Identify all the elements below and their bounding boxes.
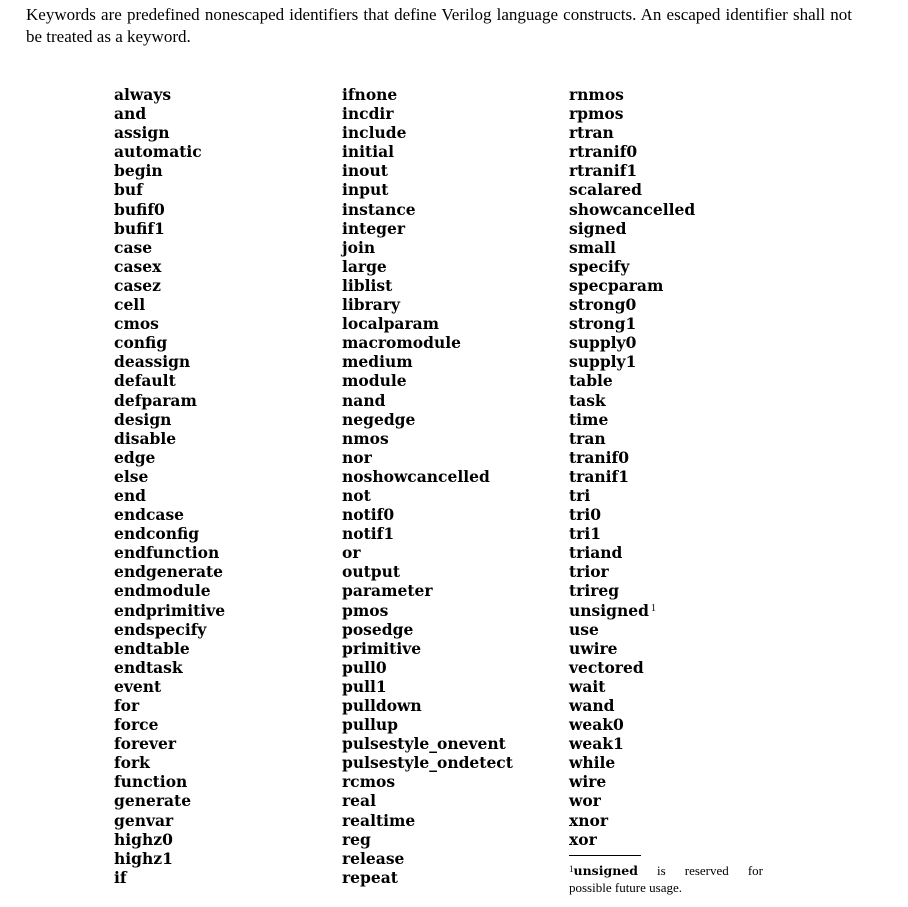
keyword-item [342,639,513,658]
keyword-text: pulsestyle_onevent [342,734,506,754]
keyword-text: wor [569,791,601,811]
keyword-text: fork [114,753,150,773]
keyword-text: rtran [569,123,614,143]
keyword-item [342,524,513,543]
footnote-reference: 1 [650,602,656,614]
keyword-text: rpmos [569,104,624,124]
keyword-item [342,123,513,142]
keyword-item [569,753,695,772]
keyword-item [342,581,513,600]
keyword-text: begin [114,161,163,181]
keyword-item [569,238,695,257]
keyword-item [342,276,513,295]
keyword-text: macromodule [342,333,461,353]
keyword-text: end [114,485,146,505]
keyword-item [114,448,225,467]
keyword-text: endfunction [114,543,220,563]
keyword-text: rtranif1 [569,161,638,181]
keyword-text: module [342,371,407,391]
keyword-item [342,314,513,333]
keyword-item [342,601,513,620]
keyword-text: supply0 [569,333,637,353]
keyword-item [114,219,225,238]
keyword-item [114,123,225,142]
keyword-text: cell [114,295,146,315]
keyword-item [342,849,513,868]
keyword-text: genvar [114,810,174,830]
keyword-item [342,333,513,352]
footnote-line-1 [569,862,763,879]
keyword-text: inout [342,161,388,181]
keyword-item [342,753,513,772]
keyword-item [342,696,513,715]
keyword-item [342,562,513,581]
keyword-text: not [342,485,371,505]
keyword-item [114,180,225,199]
keyword-text: endspecify [114,619,207,639]
keyword-text: wait [569,676,606,696]
footnote-line-2: possible future usage. [569,880,683,895]
keyword-text: output [342,562,401,582]
keyword-item [114,868,225,887]
keyword-item [569,448,695,467]
keyword-item [342,467,513,486]
keyword-item [114,658,225,677]
keyword-text: design [114,409,172,429]
keyword-item [342,486,513,505]
keyword-item [114,581,225,600]
keyword-text: defparam [114,390,197,410]
keyword-item [569,371,695,390]
keyword-item [569,161,695,180]
keyword-text: input [342,180,389,200]
keyword-item [342,85,513,104]
keyword-item [569,658,695,677]
keyword-item [569,295,695,314]
keyword-text: realtime [342,810,416,830]
keyword-item [569,276,695,295]
footnote-word: for [747,863,763,878]
keyword-item [569,505,695,524]
keyword-text: library [342,295,400,315]
keyword-text: use [569,619,599,639]
keyword-item [569,180,695,199]
keyword-item [569,257,695,276]
keyword-item [569,314,695,333]
keyword-item [114,161,225,180]
keyword-text: endmodule [114,581,211,601]
keyword-text: rcmos [342,772,396,792]
keyword-text: tranif1 [569,466,629,486]
keyword-text: pullup [342,715,398,735]
keyword-item [114,601,225,620]
keyword-column-1 [114,85,225,887]
keyword-item [342,238,513,257]
keyword-item [114,314,225,333]
keyword-text: highz0 [114,829,173,849]
keyword-item [342,620,513,639]
keyword-item [114,696,225,715]
keyword-text: incdir [342,104,394,124]
keyword-item [114,849,225,868]
keyword-text: tri [569,485,591,505]
keyword-text: buf [114,180,143,200]
keyword-item [569,543,695,562]
keyword-text: reg [342,829,371,849]
keyword-text: real [342,791,376,811]
keyword-text: unsigned [569,600,649,620]
keyword-text: or [342,543,361,563]
keyword-text: release [342,848,405,868]
keyword-text: integer [342,218,406,238]
keyword-item [114,772,225,791]
keyword-item [114,620,225,639]
keyword-text: deassign [114,352,191,372]
keyword-item [114,639,225,658]
keyword-text: notif0 [342,505,395,525]
keyword-item [114,734,225,753]
keyword-item [114,543,225,562]
keyword-text: disable [114,428,177,448]
keyword-item [342,715,513,734]
footnote-word: is [657,863,666,878]
keyword-text: strong1 [569,314,637,334]
keyword-item [569,486,695,505]
keyword-item [569,429,695,448]
keyword-text: highz1 [114,848,173,868]
keyword-item [342,142,513,161]
keyword-item [569,696,695,715]
keyword-text: while [569,753,616,773]
keyword-item [342,734,513,753]
keyword-text: join [342,237,376,257]
keyword-text: edge [114,447,156,467]
keyword-item [114,276,225,295]
keyword-text: and [114,104,147,124]
keyword-item [114,410,225,429]
keyword-text: bufif0 [114,199,165,219]
keyword-item [569,601,695,620]
keyword-text: pull1 [342,676,387,696]
keyword-text: specparam [569,275,664,295]
keyword-item [569,200,695,219]
keyword-item [569,620,695,639]
keyword-text: trireg [569,581,620,601]
keyword-item [569,333,695,352]
keyword-item [342,658,513,677]
keyword-text: case [114,237,153,257]
keyword-text: rtranif0 [569,142,638,162]
keyword-text: pulldown [342,696,422,715]
keyword-text: trior [569,562,609,582]
keyword-item [342,448,513,467]
keyword-text: parameter [342,581,433,601]
keyword-column-3 [569,85,695,849]
keyword-text: tranif0 [569,447,629,467]
keyword-text: config [114,333,168,353]
keyword-item [569,142,695,161]
keyword-text: primitive [342,638,422,658]
keyword-text: small [569,237,616,257]
keyword-text: uwire [569,638,618,658]
keyword-text: posedge [342,619,414,639]
keyword-text: generate [114,791,192,811]
footnote-lead [569,862,638,879]
keyword-text: endprimitive [114,600,226,620]
keyword-item [569,352,695,371]
keyword-text: endtable [114,638,190,658]
keyword-text: strong0 [569,295,637,315]
keyword-item [114,391,225,410]
keyword-item [569,581,695,600]
keyword-text: repeat [342,867,398,887]
keyword-text: always [114,85,172,104]
keyword-item [342,429,513,448]
keyword-text: notif1 [342,524,395,544]
keyword-item [114,257,225,276]
keyword-text: triand [569,543,623,563]
keyword-text: negedge [342,409,416,429]
keyword-item [342,219,513,238]
keyword-text: noshowcancelled [342,466,490,486]
keyword-item [114,238,225,257]
keyword-item [114,524,225,543]
keyword-item [114,830,225,849]
keyword-item [114,811,225,830]
keyword-text: liblist [342,275,393,295]
keyword-text: medium [342,352,413,372]
keyword-item [342,104,513,123]
keyword-item [569,772,695,791]
keyword-item [114,352,225,371]
keyword-item [114,142,225,161]
keyword-item [342,830,513,849]
keyword-item [114,715,225,734]
keyword-text: casez [114,275,161,295]
keyword-item [342,391,513,410]
keyword-text: showcancelled [569,199,696,219]
keyword-item [114,429,225,448]
keyword-text: time [569,409,609,429]
keyword-text: ifnone [342,85,398,104]
keyword-item [342,200,513,219]
keyword-text: wand [569,696,615,715]
keyword-text: table [569,371,613,391]
keyword-text: event [114,676,162,696]
keyword-item [342,811,513,830]
keyword-item [569,562,695,581]
keyword-text: specify [569,256,630,276]
keyword-item [569,811,695,830]
keyword-text: endtask [114,657,183,677]
keyword-text: include [342,123,407,143]
keyword-item [569,677,695,696]
keyword-text: endcase [114,505,185,525]
keyword-item [342,161,513,180]
keyword-text: function [114,772,188,792]
keyword-item [342,295,513,314]
keyword-item [342,543,513,562]
keyword-item [342,352,513,371]
keyword-item [342,410,513,429]
keyword-item [342,677,513,696]
keyword-text: tran [569,428,606,448]
keyword-item [569,410,695,429]
keyword-text: tri0 [569,505,601,525]
keyword-text: weak0 [569,715,624,735]
keyword-item [114,486,225,505]
keyword-item [569,715,695,734]
footnote-word: reserved [684,863,729,878]
footnote [569,862,763,896]
keyword-item [114,200,225,219]
keyword-item [569,734,695,753]
keyword-column-2 [342,85,513,887]
keyword-item [114,505,225,524]
keyword-item [342,505,513,524]
keyword-item [342,371,513,390]
keyword-item [342,180,513,199]
keyword-item [569,391,695,410]
keyword-text: nand [342,390,386,410]
keyword-text: endgenerate [114,562,224,582]
keyword-text: signed [569,218,627,238]
keyword-text: assign [114,123,170,143]
keyword-text: supply1 [569,352,637,372]
keyword-item [569,524,695,543]
keyword-item [114,85,225,104]
keyword-text: pulsestyle_ondetect [342,753,513,773]
keyword-item [114,295,225,314]
keyword-item [569,830,695,849]
keyword-text: wire [569,772,607,792]
keyword-item [114,562,225,581]
keyword-text: casex [114,256,162,276]
footnote-separator [569,855,641,856]
keyword-text: vectored [569,657,644,677]
keyword-text: automatic [114,142,202,162]
keyword-text: task [569,390,606,410]
keyword-text: for [114,696,140,715]
keyword-text: if [114,867,127,887]
keyword-text: force [114,715,159,735]
keyword-text: instance [342,199,416,219]
keyword-item [114,104,225,123]
keyword-text: large [342,256,387,276]
keyword-text: forever [114,734,177,754]
keyword-item [569,639,695,658]
keyword-text: pull0 [342,657,387,677]
keyword-text: endconfig [114,524,200,544]
keyword-item [114,753,225,772]
keyword-item [569,219,695,238]
keyword-item [114,467,225,486]
keyword-item [114,677,225,696]
keyword-text: cmos [114,314,159,334]
footnote-marker: 1 [569,864,574,874]
keyword-text: initial [342,142,395,162]
keyword-item [342,257,513,276]
keyword-text: nor [342,447,372,467]
keyword-text: scalared [569,180,643,200]
keyword-item [342,772,513,791]
footnote-keyword: unsigned [573,863,638,878]
keyword-item [569,85,695,104]
keyword-text: xnor [569,810,609,830]
keyword-item [569,467,695,486]
keyword-text: localparam [342,314,440,334]
keyword-item [114,791,225,810]
keyword-text: bufif1 [114,218,165,238]
keyword-item [569,123,695,142]
keyword-item [114,371,225,390]
keyword-text: pmos [342,600,389,620]
keyword-text: xor [569,829,597,849]
keyword-item [342,868,513,887]
keyword-item [114,333,225,352]
keyword-item [569,791,695,810]
keyword-item [342,791,513,810]
keyword-text: nmos [342,428,389,448]
keyword-text: weak1 [569,734,624,754]
keyword-text: default [114,371,176,391]
keyword-text: else [114,466,149,486]
intro-paragraph: Keywords are predefined nonescaped identifiers that define Verilog language constructs. An escaped identifier shall not be treated as a keyword. [26,5,852,46]
keyword-item [569,104,695,123]
keyword-text: tri1 [569,524,601,544]
keyword-text: rnmos [569,85,624,104]
